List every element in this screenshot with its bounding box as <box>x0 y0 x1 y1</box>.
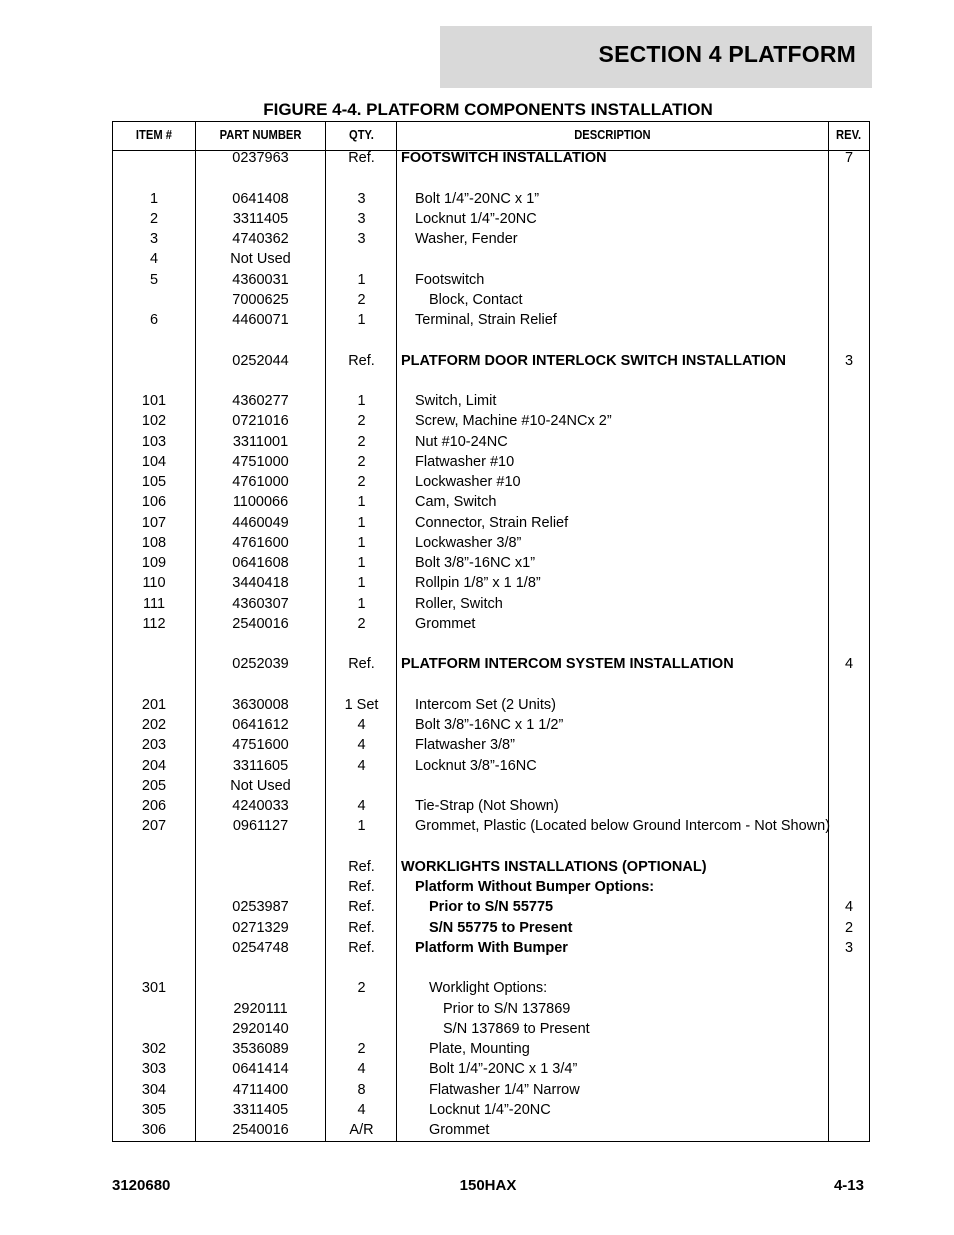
table-row <box>113 1080 869 1100</box>
qty-cell: 1 <box>357 494 366 511</box>
table-row <box>113 776 869 796</box>
description-cell: S/N 137869 to Present <box>443 1020 590 1037</box>
item-number-cell: 301 <box>141 980 167 997</box>
description-cell: Locknut 1/4”-20NC <box>415 210 537 227</box>
table-row <box>113 1039 869 1059</box>
table-row <box>113 695 869 715</box>
table-row <box>113 249 869 269</box>
part-number-cell: 2540016 <box>232 615 289 632</box>
description-cell: Worklight Options: <box>429 980 548 997</box>
item-number-cell: 2 <box>149 210 159 227</box>
item-number-cell: 305 <box>141 1101 167 1118</box>
qty-cell: Ref. <box>348 879 375 895</box>
qty-cell: 1 <box>357 595 366 612</box>
part-number-cell: 4240033 <box>232 798 289 814</box>
table-row <box>113 1059 869 1079</box>
part-number-cell: 0721016 <box>232 413 289 430</box>
item-number-cell: 306 <box>141 1122 167 1138</box>
part-number-cell: 3311405 <box>232 210 289 227</box>
part-number-cell: 4761000 <box>232 474 289 490</box>
item-number-cell: 109 <box>141 555 167 571</box>
part-number-cell: 3440418 <box>232 575 289 592</box>
part-number-cell: 3311001 <box>232 433 289 450</box>
qty-cell: 1 Set <box>344 696 379 713</box>
part-number-cell: 0252039 <box>232 656 289 673</box>
qty-cell: Ref. <box>348 150 375 166</box>
part-number-cell: 3311405 <box>232 1101 289 1118</box>
part-number-cell: 0254748 <box>232 939 289 956</box>
qty-cell: Ref. <box>348 352 375 369</box>
table-row <box>113 229 869 249</box>
header-description: DESCRIPTION <box>574 127 651 142</box>
part-number-cell: 2540016 <box>232 1122 289 1138</box>
qty-cell: 2 <box>357 291 366 308</box>
section-title: SECTION 4 PLATFORM <box>598 41 856 67</box>
description-cell: Flatwasher #10 <box>415 453 515 470</box>
item-number-cell: 203 <box>141 737 167 754</box>
qty-cell: Ref. <box>348 858 375 875</box>
table-header <box>113 122 869 151</box>
description-cell: Roller, Switch <box>415 595 503 612</box>
item-number-cell: 206 <box>141 798 167 814</box>
table-row <box>113 1120 869 1140</box>
rev-cell: 7 <box>844 150 854 166</box>
description-cell: Footswitch <box>415 271 485 288</box>
part-number-cell: 0961127 <box>232 818 289 835</box>
description-cell: Cam, Switch <box>415 494 497 511</box>
item-number-cell: 303 <box>141 1061 167 1078</box>
table-row <box>113 715 869 735</box>
item-number-cell: 101 <box>141 393 167 409</box>
qty-cell: 2 <box>357 433 366 450</box>
table-row <box>113 533 869 553</box>
description-cell: Bolt 1/4”-20NC x 1” <box>415 190 540 207</box>
table-row <box>113 918 869 938</box>
qty-cell: 2 <box>357 474 366 490</box>
description-cell: Screw, Machine #10-24NCx 2” <box>415 413 612 430</box>
item-number-cell: 102 <box>141 413 167 430</box>
header-item: ITEM # <box>135 127 173 142</box>
item-number-cell: 201 <box>141 696 167 713</box>
description-cell: Lockwasher 3/8” <box>415 534 522 551</box>
qty-cell: 1 <box>357 534 366 551</box>
table-row <box>113 270 869 290</box>
part-number-cell: 4360031 <box>232 271 289 288</box>
part-number-cell: 4460049 <box>232 514 289 531</box>
qty-cell: 2 <box>357 980 366 997</box>
qty-cell: 4 <box>357 1101 366 1118</box>
qty-cell: 2 <box>357 413 366 430</box>
part-number-cell: 0641408 <box>232 190 289 207</box>
part-number-cell: 0253987 <box>232 899 289 916</box>
qty-cell: 3 <box>357 190 366 207</box>
description-cell: Plate, Mounting <box>429 1041 530 1057</box>
qty-cell: 3 <box>357 231 366 247</box>
qty-cell: Ref. <box>348 899 375 916</box>
part-number-cell: 0641612 <box>232 717 289 733</box>
item-number-cell: 202 <box>141 717 167 733</box>
table-row <box>113 553 869 573</box>
part-number-cell: 4360277 <box>232 393 289 409</box>
description-cell: Connector, Strain Relief <box>415 514 569 531</box>
description-cell: Lockwasher #10 <box>415 474 521 490</box>
description-cell: Washer, Fender <box>415 231 518 247</box>
table-row <box>113 938 869 958</box>
part-number-cell: 7000625 <box>232 291 289 308</box>
item-number-cell: 3 <box>149 231 159 247</box>
table-row <box>113 472 869 492</box>
description-cell: Bolt 3/8”-16NC x1” <box>415 555 536 571</box>
item-number-cell: 1 <box>149 190 159 207</box>
rev-cell: 3 <box>844 939 854 956</box>
qty-cell: 4 <box>357 798 366 814</box>
part-number-cell: Not Used <box>230 777 291 794</box>
part-number-cell: 0271329 <box>232 919 289 936</box>
description-cell: S/N 55775 to Present <box>429 919 573 936</box>
description-cell: Grommet <box>429 1122 490 1138</box>
item-number-cell: 104 <box>141 453 167 470</box>
item-number-cell: 108 <box>141 534 167 551</box>
qty-cell: A/R <box>349 1122 374 1138</box>
part-number-cell: 3630008 <box>232 696 289 713</box>
qty-cell: 1 <box>357 575 366 592</box>
description-cell: Intercom Set (2 Units) <box>415 696 557 713</box>
description-cell: Nut #10-24NC <box>415 433 508 450</box>
item-number-cell: 4 <box>149 251 159 268</box>
description-cell: Terminal, Strain Relief <box>415 312 557 328</box>
part-number-cell: 0237963 <box>232 150 289 166</box>
description-cell: Tie-Strap (Not Shown) <box>415 798 559 814</box>
item-number-cell: 207 <box>141 818 167 835</box>
table-row <box>113 573 869 593</box>
table-row <box>113 594 869 614</box>
table-row <box>113 492 869 512</box>
table-row <box>113 756 869 776</box>
header-rev: REV. <box>836 127 862 142</box>
table-row <box>113 978 869 998</box>
part-number-cell: 2920111 <box>233 1000 288 1017</box>
table-row <box>113 735 869 755</box>
qty-cell: 2 <box>357 615 366 632</box>
part-number-cell: 4360307 <box>232 595 289 612</box>
description-cell: Prior to S/N 55775 <box>429 899 554 916</box>
table-row <box>113 796 869 816</box>
rev-cell: 4 <box>844 899 854 916</box>
rev-cell: 2 <box>844 919 854 936</box>
footer-model: 150HAX <box>459 1177 517 1194</box>
part-number-cell: 4460071 <box>232 312 289 328</box>
table-row <box>113 513 869 533</box>
rev-cell: 3 <box>844 352 854 369</box>
description-cell: Grommet, Plastic (Located below Ground Intercom - Not Shown) <box>415 818 831 835</box>
part-number-cell: Not Used <box>230 251 291 268</box>
qty-cell: 1 <box>357 818 366 835</box>
qty-cell: Ref. <box>348 656 375 673</box>
qty-cell: 2 <box>357 453 366 470</box>
table-row <box>113 391 869 411</box>
description-cell: Switch, Limit <box>415 393 497 409</box>
item-number-cell: 6 <box>149 312 159 328</box>
description-cell: Bolt 3/8”-16NC x 1 1/2” <box>415 717 564 733</box>
qty-cell: Ref. <box>348 919 375 936</box>
part-number-cell: 3536089 <box>232 1041 289 1057</box>
table-row <box>113 148 869 168</box>
table-row <box>113 310 869 330</box>
part-number-cell: 4761600 <box>232 534 289 551</box>
description-cell: Locknut 3/8”-16NC <box>415 757 537 774</box>
description-cell: Grommet <box>415 615 476 632</box>
qty-cell: 3 <box>357 210 366 227</box>
footer-page-number: 4-13 <box>833 1177 864 1194</box>
item-number-cell: 205 <box>141 777 167 794</box>
description-cell: Bolt 1/4”-20NC x 1 3/4” <box>429 1061 578 1078</box>
table-row <box>113 614 869 634</box>
description-cell: WORKLIGHTS INSTALLATIONS (OPTIONAL) <box>401 858 707 875</box>
table-row <box>113 1100 869 1120</box>
description-cell: PLATFORM INTERCOM SYSTEM INSTALLATION <box>401 656 734 673</box>
table-row <box>113 189 869 209</box>
table-row <box>113 857 869 877</box>
item-number-cell: 105 <box>141 474 167 490</box>
item-number-cell: 103 <box>141 433 167 450</box>
item-number-cell: 110 <box>142 575 166 592</box>
item-number-cell: 111 <box>142 595 166 612</box>
qty-cell: 1 <box>357 514 366 531</box>
table-row <box>113 452 869 472</box>
qty-cell: 4 <box>357 757 366 774</box>
description-cell: Flatwasher 1/4” Narrow <box>429 1081 580 1098</box>
item-number-cell: 204 <box>141 757 167 774</box>
description-cell: Platform Without Bumper Options: <box>415 879 655 895</box>
description-cell: FOOTSWITCH INSTALLATION <box>401 150 607 166</box>
part-number-cell: 0252044 <box>232 352 289 369</box>
parts-table <box>112 121 870 1142</box>
qty-cell: 8 <box>357 1081 366 1098</box>
table-row <box>113 1019 869 1039</box>
qty-cell: 4 <box>357 737 366 754</box>
table-row <box>113 877 869 897</box>
description-cell: Rollpin 1/8” x 1 1/8” <box>415 575 541 592</box>
table-row <box>113 432 869 452</box>
description-cell: PLATFORM DOOR INTERLOCK SWITCH INSTALLATION <box>401 352 787 369</box>
description-cell: Platform With Bumper <box>415 939 568 956</box>
header-part-number: PART NUMBER <box>219 127 302 142</box>
item-number-cell: 302 <box>141 1041 167 1057</box>
qty-cell: 2 <box>357 1041 366 1057</box>
description-cell: Block, Contact <box>429 291 523 308</box>
header-qty: QTY. <box>348 127 374 142</box>
description-cell: Flatwasher 3/8” <box>415 737 515 754</box>
part-number-cell: 2920140 <box>232 1020 289 1037</box>
table-row <box>113 999 869 1019</box>
part-number-cell: 0641414 <box>232 1061 289 1078</box>
item-number-cell: 106 <box>141 494 167 511</box>
part-number-cell: 4711400 <box>232 1081 289 1098</box>
qty-cell: 4 <box>357 717 366 733</box>
part-number-cell: 1100066 <box>232 494 289 511</box>
table-row <box>113 411 869 431</box>
figure-title: FIGURE 4-4. PLATFORM COMPONENTS INSTALLATION <box>263 100 713 119</box>
item-number-cell: 5 <box>149 271 159 288</box>
item-number-cell: 107 <box>141 514 167 531</box>
table-row <box>113 897 869 917</box>
item-number-cell: 304 <box>141 1081 167 1098</box>
part-number-cell: 4740362 <box>232 231 289 247</box>
table-row <box>113 351 869 371</box>
part-number-cell: 4751000 <box>232 453 289 470</box>
table-row <box>113 209 869 229</box>
description-cell: Prior to S/N 137869 <box>443 1000 571 1017</box>
table-row <box>113 654 869 674</box>
footer-doc-number: 3120680 <box>112 1177 171 1194</box>
qty-cell: Ref. <box>348 939 375 956</box>
qty-cell: 1 <box>357 312 366 328</box>
section-header-box <box>440 26 872 88</box>
part-number-cell: 4751600 <box>232 737 289 754</box>
description-cell: Locknut 1/4”-20NC <box>429 1101 551 1118</box>
table-row <box>113 290 869 310</box>
table-row <box>113 816 869 836</box>
qty-cell: 1 <box>357 271 366 288</box>
rev-cell: 4 <box>844 656 854 673</box>
qty-cell: 1 <box>357 555 366 571</box>
qty-cell: 4 <box>357 1061 366 1078</box>
qty-cell: 1 <box>357 393 366 409</box>
part-number-cell: 0641608 <box>232 555 289 571</box>
part-number-cell: 3311605 <box>232 757 289 774</box>
item-number-cell: 112 <box>142 615 166 632</box>
